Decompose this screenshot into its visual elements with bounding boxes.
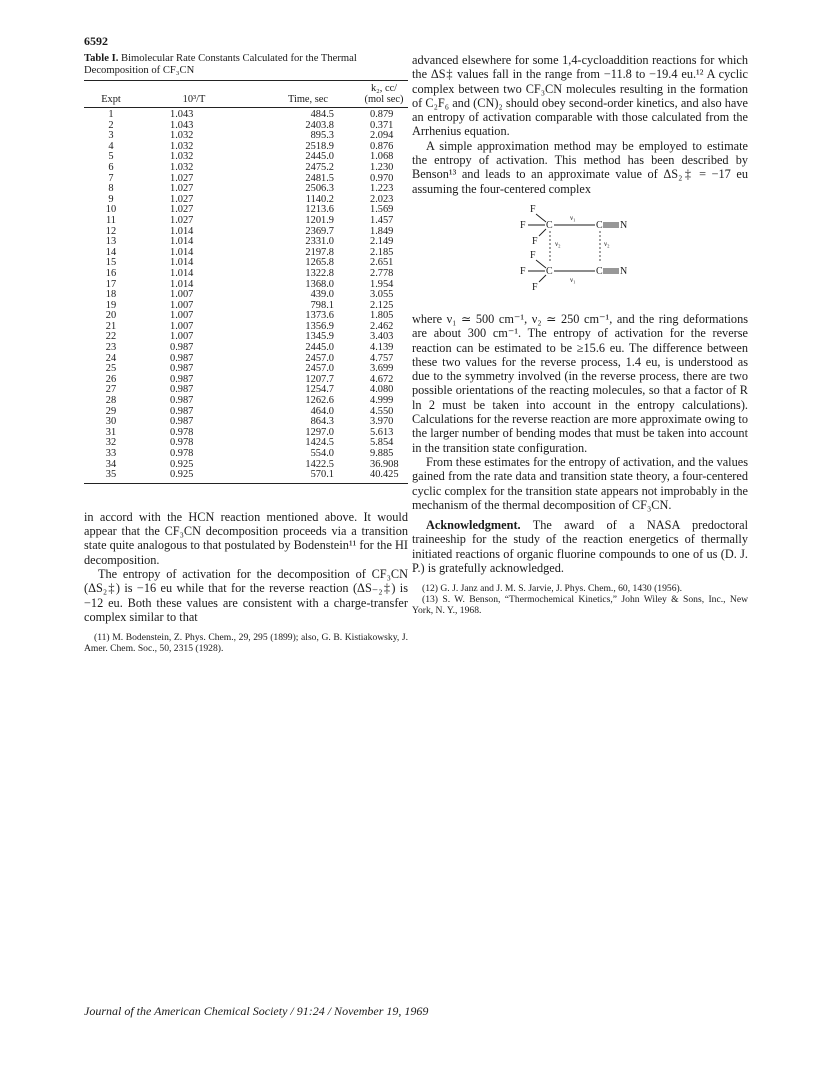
- inverse-temp-cell: 1.007: [170, 310, 194, 322]
- left-paragraph-2: The entropy of activation for the decomposition of CF₃CN (ΔS₂‡) is −16 eu while that for the reverse reaction (ΔS₋₂‡) is −12 eu. Both these values are consistent with a charge-transfer complex similar to that: [84, 566, 408, 624]
- time-cell: 864.3: [310, 416, 334, 428]
- left-references: [84, 632, 408, 654]
- table-row: [84, 152, 408, 163]
- expt-cell: 13: [105, 236, 117, 248]
- inverse-temp-cell: 0.987: [170, 384, 194, 396]
- journal-footer: Journal of the American Chemical Society / 91:24 / November 19, 1969: [84, 1004, 429, 1018]
- expt-cell: 29: [105, 405, 117, 417]
- rate-constant-cell: 0.876: [370, 140, 394, 152]
- expt-cell: 22: [105, 331, 117, 343]
- rate-constant-cell: 4.999: [370, 395, 394, 407]
- atom-n-top: N: [620, 219, 628, 231]
- table-row: [84, 375, 408, 386]
- nu2-right-label: ν₂: [604, 239, 610, 248]
- table-row: [84, 121, 408, 132]
- expt-cell: 15: [105, 257, 117, 269]
- nu1-bottom-label: ν₁: [570, 275, 576, 284]
- table-row: [84, 258, 408, 269]
- atom-c-bottom-2: C: [596, 265, 603, 277]
- time-cell: 1262.6: [305, 395, 334, 407]
- inverse-temp-cell: 1.014: [170, 225, 194, 237]
- expt-cell: 16: [105, 267, 117, 279]
- time-cell: 1422.5: [305, 458, 334, 470]
- table-row: [84, 343, 408, 354]
- table-row: [84, 396, 408, 407]
- expt-cell: 31: [105, 426, 117, 438]
- right-column: [412, 53, 748, 616]
- rate-constant-cell: 3.055: [370, 289, 394, 301]
- inverse-temp-cell: 1.007: [170, 299, 194, 311]
- table-row: [84, 131, 408, 142]
- reference-11: (11) M. Bodenstein, Z. Phys. Chem., 29, 295 (1899); also, G. B. Kistiakowsky, J. Amer. Chem. Soc., 50, 2315 (1928).: [84, 632, 408, 655]
- expt-cell: 30: [105, 416, 117, 428]
- left-body-text: [84, 510, 408, 654]
- table-row: [84, 142, 408, 153]
- rate-constant-cell: 1.230: [370, 161, 394, 173]
- expt-cell: 9: [108, 193, 114, 205]
- time-cell: 1345.9: [305, 331, 334, 343]
- time-cell: 1140.2: [305, 193, 334, 205]
- expt-cell: 33: [105, 448, 117, 459]
- atom-f-bottom-3: F: [532, 281, 538, 293]
- time-cell: 2331.0: [305, 236, 334, 248]
- table-row: [84, 354, 408, 365]
- time-cell: 464.0: [310, 405, 334, 417]
- table-row: [84, 205, 408, 216]
- expt-cell: 8: [108, 183, 114, 195]
- rate-constant-cell: 0.879: [370, 109, 394, 120]
- expt-cell: 27: [105, 384, 117, 396]
- inverse-temp-cell: 1.014: [170, 257, 194, 269]
- rate-constant-cell: 2.125: [370, 299, 394, 311]
- expt-cell: 35: [84, 470, 138, 483]
- right-paragraph-2: A simple approximation method may be employed to estimate the entropy of activation. This method has been described by Benson¹³ and leads to an approximate value of ΔS₂‡ = −17 eu assuming the four-centered complex: [412, 138, 748, 196]
- atom-f-top-1: F: [530, 203, 536, 215]
- expt-cell: 12: [105, 225, 117, 237]
- table-row: [84, 108, 408, 121]
- inverse-temp-cell: 1.043: [170, 119, 194, 131]
- inverse-temp-cell: 0.987: [170, 363, 194, 375]
- rate-constant-cell: 5.613: [370, 426, 394, 438]
- time-cell: 1265.8: [305, 257, 334, 269]
- atom-f-bottom-1: F: [530, 249, 536, 261]
- expt-cell: 20: [105, 310, 117, 322]
- rate-constant-cell: 1.805: [370, 310, 394, 322]
- table-caption-text: Bimolecular Rate Constants Calculated for the Thermal Decomposition of CF₃CN: [84, 53, 357, 76]
- time-cell: 1297.0: [305, 426, 334, 438]
- atom-f-top-3: F: [532, 235, 538, 247]
- inverse-temp-cell: 1.032: [170, 130, 194, 142]
- inverse-temp-cell: 0.978: [170, 437, 194, 449]
- table-row: [84, 332, 408, 343]
- acknowledgment-title: Acknowledgment.: [426, 518, 521, 533]
- rate-constant-cell: 2.778: [370, 267, 394, 279]
- time-cell: 2518.9: [305, 140, 334, 152]
- table-row: [84, 227, 408, 238]
- inverse-temp-cell: 1.043: [170, 109, 194, 120]
- expt-cell: 18: [105, 289, 117, 301]
- rate-constant-cell: 2.462: [370, 320, 394, 332]
- inverse-temp-cell: 0.987: [170, 416, 194, 428]
- rate-constant-cell: 1.954: [370, 278, 394, 290]
- time-cell: 484.5: [310, 109, 334, 120]
- atom-n-bottom: N: [620, 265, 628, 277]
- expt-cell: 3: [108, 130, 114, 142]
- time-cell: 2403.8: [305, 119, 334, 131]
- inverse-temp-cell: 1.014: [170, 278, 194, 290]
- expt-cell: 19: [105, 299, 117, 311]
- acknowledgment-text: The award of a NASA predoctoral traineeship for the study of the reaction energetics of thermally initiated reactions of organic fluorine compounds to one of us (D. J. P.) is gratefully acknowledged.: [412, 518, 748, 576]
- rate-constant-cell: 36.908: [370, 458, 399, 470]
- rate-constant-cell: 2.023: [370, 193, 394, 205]
- table-row: [84, 449, 408, 460]
- table-row: [84, 280, 408, 291]
- right-paragraph-4: From these estimates for the entropy of activation, and the values gained from the rate data and transition state theory, a four-centered cyclic complex for the transition state appears not improbably in the mechanism of the thermal decomposition of CF₃CN.: [412, 454, 748, 512]
- right-paragraph-1: advanced elsewhere for some 1,4-cycloaddition reactions for which the ΔS‡ values fall in the range from −11.8 to −19.4 eu.¹² A cyclic complex between two CF₃CN molecules resulting in the formation of C₂F₆ and (CN)₂ should obey second-order kinetics, and also have an entropy of activation comparable with those calculated from the Arrhenius equation.: [412, 53, 748, 139]
- rate-constant-cell: 1.223: [370, 183, 394, 195]
- inverse-temp-cell: 1.014: [170, 236, 194, 248]
- inverse-temp-cell: 1.027: [170, 193, 194, 205]
- expt-cell: 4: [108, 140, 114, 152]
- inverse-temp-cell: 1.027: [170, 204, 194, 216]
- nu2-left-label: ν₂: [555, 239, 561, 248]
- header-time: Time, sec: [250, 81, 346, 108]
- expt-cell: 21: [105, 320, 117, 332]
- time-cell: 1254.7: [305, 384, 334, 396]
- table-row: [84, 184, 408, 195]
- table-caption: [84, 53, 408, 77]
- time-cell: 2369.7: [305, 225, 334, 237]
- time-cell: 2445.0: [305, 342, 334, 354]
- atom-f-top-2: F: [520, 219, 526, 231]
- expt-cell: 14: [105, 246, 117, 258]
- table-row: [84, 428, 408, 439]
- right-paragraph-3: where ν₁ ≃ 500 cm⁻¹, ν₂ ≃ 250 cm⁻¹, and the ring deformations are about 300 cm⁻¹. The entropy of activation for the reverse reaction can be estimated to be ≥15.6 eu. The difference between these two values for the reverse process, 1.4 eu, is understood as due to the symmetry involved (in the reverse process, there are two possible orientations of the reacting molecules, so that a factor of R ln 2 must be taken into account in the entropy calculations). Calculations for the reverse reaction are more approximate owing to the larger number of bending modes that must be taken into account in the transition state configuration.: [412, 311, 748, 455]
- right-references: [412, 583, 748, 616]
- nu1-top-label: ν₁: [570, 213, 576, 222]
- rate-constant-cell: 2.094: [370, 130, 394, 142]
- table-row: [84, 248, 408, 259]
- inverse-temp-cell: 1.032: [170, 161, 194, 173]
- table-row: [84, 470, 408, 483]
- inverse-temp-cell: 0.925: [138, 470, 250, 483]
- reference-12: (12) G. J. Janz and J. M. S. Jarvie, J. Phys. Chem., 60, 1430 (1956).: [422, 583, 683, 595]
- table-row: [84, 364, 408, 375]
- rate-constant-cell: 2.651: [370, 257, 394, 269]
- atom-f-bottom-2: F: [520, 265, 526, 277]
- rate-constant-cell: 5.854: [370, 437, 394, 449]
- inverse-temp-cell: 1.007: [170, 331, 194, 343]
- table-row: [84, 311, 408, 322]
- table-header-row: [84, 81, 408, 108]
- inverse-temp-cell: 0.987: [170, 395, 194, 407]
- atom-c-bottom-1: C: [546, 265, 553, 277]
- time-cell: 2506.3: [305, 183, 334, 195]
- acknowledgment: [412, 518, 748, 575]
- table-row: [84, 460, 408, 471]
- table-row: [84, 195, 408, 206]
- rate-constant-cell: 9.885: [370, 448, 394, 459]
- rate-constant-cell: 1.068: [370, 151, 394, 163]
- inverse-temp-cell: 1.032: [170, 151, 194, 163]
- header-expt: Expt: [84, 81, 138, 108]
- expt-cell: 5: [108, 151, 114, 163]
- time-cell: 1322.8: [305, 267, 334, 279]
- table-row: [84, 174, 408, 185]
- time-cell: 1424.5: [305, 437, 334, 449]
- time-cell: 2197.8: [305, 246, 334, 258]
- time-cell: 1368.0: [305, 278, 334, 290]
- atom-c-top-1: C: [546, 219, 553, 231]
- time-cell: 1201.9: [305, 214, 334, 226]
- rate-constant-cell: 4.080: [370, 384, 394, 396]
- inverse-temp-cell: 1.032: [170, 140, 194, 152]
- time-cell: 554.0: [310, 448, 334, 459]
- time-cell: 798.1: [310, 299, 334, 311]
- rate-constant-cell: 4.550: [370, 405, 394, 417]
- expt-cell: 34: [105, 458, 117, 470]
- rate-constant-table: [84, 80, 408, 484]
- table-row: [84, 322, 408, 333]
- time-cell: 1373.6: [305, 310, 334, 322]
- inverse-temp-cell: 1.027: [170, 214, 194, 226]
- expt-cell: 10: [105, 204, 117, 216]
- table-row: [84, 407, 408, 418]
- time-cell: 2475.2: [305, 161, 334, 173]
- expt-cell: 17: [105, 278, 117, 290]
- inverse-temp-cell: 1.007: [170, 289, 194, 301]
- atom-c-top-2: C: [596, 219, 603, 231]
- time-cell: 1213.6: [305, 204, 334, 216]
- rate-constant-cell: 1.849: [370, 225, 394, 237]
- rate-constant-cell: 0.371: [370, 119, 394, 131]
- time-cell: 2481.5: [305, 172, 334, 184]
- left-column: [84, 53, 408, 654]
- inverse-temp-cell: 0.925: [170, 458, 194, 470]
- inverse-temp-cell: 0.978: [170, 448, 194, 459]
- left-paragraph-1: in accord with the HCN reaction mentioned above. It would appear that the CF₃CN decomposition proceeds via a transition state quite analogous to that postulated by Bodenstein¹¹ for the HI decomposition.: [84, 509, 408, 567]
- expt-cell: 11: [105, 214, 116, 226]
- inverse-temp-cell: 1.014: [170, 267, 194, 279]
- inverse-temp-cell: 1.027: [170, 183, 194, 195]
- inverse-temp-cell: 0.978: [170, 426, 194, 438]
- expt-cell: 25: [105, 363, 117, 375]
- table-row: [84, 237, 408, 248]
- rate-constant-cell: 4.139: [370, 342, 394, 354]
- time-cell: 895.3: [310, 130, 334, 142]
- expt-cell: 24: [105, 352, 117, 364]
- time-cell: 2457.0: [305, 352, 334, 364]
- expt-cell: 23: [105, 342, 117, 354]
- rate-constant-cell: 1.569: [370, 204, 394, 216]
- reference-13: (13) S. W. Benson, “Thermochemical Kinetics,” John Wiley & Sons, Inc., New York, N. Y., 1968.: [412, 594, 748, 617]
- table-row: [84, 163, 408, 174]
- expt-cell: 28: [105, 395, 117, 407]
- rate-constant-cell: 4.757: [370, 352, 394, 364]
- table-row: [84, 290, 408, 301]
- expt-cell: 26: [105, 373, 117, 385]
- expt-cell: 1: [108, 109, 114, 120]
- table-row: [84, 269, 408, 280]
- rate-constant-cell: 2.185: [370, 246, 394, 258]
- table-label: Table I.: [84, 53, 119, 64]
- time-cell: 570.1: [250, 470, 346, 483]
- table-body: [84, 108, 408, 484]
- rate-constant-cell: 0.970: [370, 172, 394, 184]
- inverse-temp-cell: 0.987: [170, 405, 194, 417]
- header-inverse-temp: 10³/T: [138, 81, 250, 108]
- inverse-temp-cell: 0.987: [170, 373, 194, 385]
- inverse-temp-cell: 1.014: [170, 246, 194, 258]
- table-row: [84, 301, 408, 312]
- header-rate-constant: k₂, cc/ (mol sec): [346, 81, 408, 108]
- expt-cell: 6: [108, 161, 114, 173]
- four-centered-complex-figure: [412, 198, 748, 308]
- rate-constant-cell: 40.425: [346, 470, 408, 483]
- inverse-temp-cell: 0.987: [170, 342, 194, 354]
- time-cell: 2457.0: [305, 363, 334, 375]
- table-row: [84, 438, 408, 449]
- inverse-temp-cell: 0.987: [170, 352, 194, 364]
- table-row: [84, 417, 408, 428]
- rate-constant-cell: 3.403: [370, 331, 394, 343]
- inverse-temp-cell: 1.007: [170, 320, 194, 332]
- time-cell: 2445.0: [305, 151, 334, 163]
- time-cell: 1207.7: [305, 373, 334, 385]
- rate-constant-cell: 4.672: [370, 373, 394, 385]
- expt-cell: 2: [108, 119, 114, 131]
- page-number: 6592: [84, 34, 108, 48]
- expt-cell: 32: [105, 437, 117, 449]
- time-cell: 439.0: [310, 289, 334, 301]
- rate-constant-cell: 3.970: [370, 416, 394, 428]
- table-row: [84, 216, 408, 227]
- expt-cell: 7: [108, 172, 114, 184]
- time-cell: 1356.9: [305, 320, 334, 332]
- complex-structure-diagram: [492, 198, 672, 308]
- table-row: [84, 385, 408, 396]
- rate-constant-cell: 3.699: [370, 363, 394, 375]
- rate-constant-cell: 1.457: [370, 214, 394, 226]
- rate-constant-cell: 2.149: [370, 236, 394, 248]
- inverse-temp-cell: 1.027: [170, 172, 194, 184]
